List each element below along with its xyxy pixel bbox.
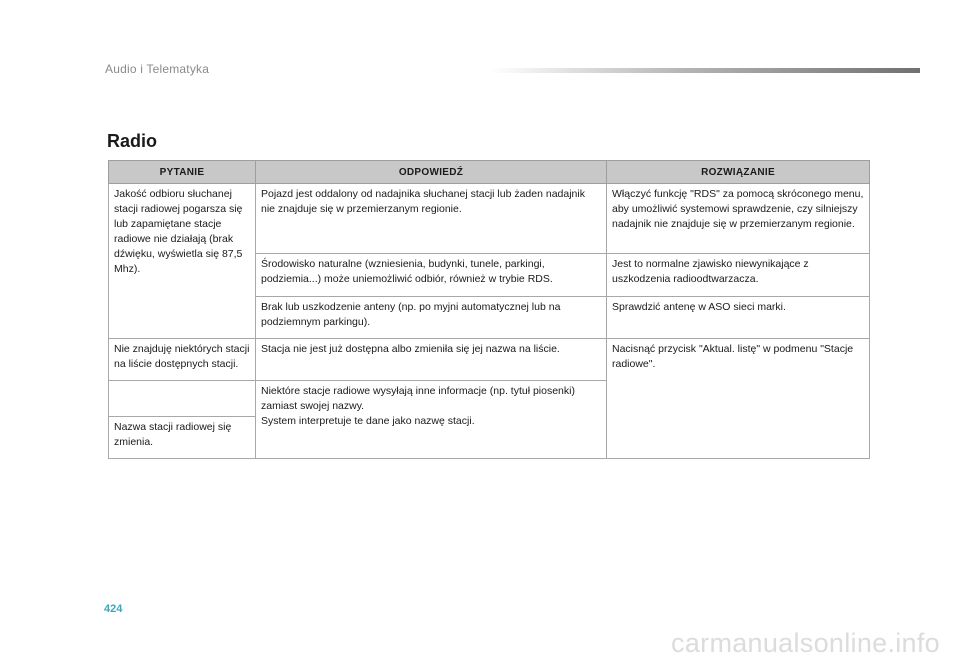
watermark: carmanualsonline.info xyxy=(671,628,940,658)
header-question: PYTANIE xyxy=(109,161,256,184)
answer-cell xyxy=(256,381,607,459)
question-cell: Nazwa stacji radiowej się zmienia. xyxy=(109,417,256,459)
section-title: Radio xyxy=(107,131,158,151)
question-cell: Nie znajduję niektórych stacji na liście dostępnych stacji. xyxy=(109,339,256,381)
header-solution: ROZWIĄZANIE xyxy=(607,161,870,184)
answer-line: System interpretuje te dane jako nazwę stacji. xyxy=(261,415,475,427)
solution-cell: Jest to normalne zjawisko niewynikające z uszkodzenia radioodtwarzacza. xyxy=(607,254,870,297)
question-cell: Jakość odbioru słuchanej stacji radiowej pogarsza się lub zapamiętane stacje radiowe nie działają (brak dźwięku, wyświetla się 87,5 Mhz). xyxy=(109,184,256,339)
answer-cell: Pojazd jest oddalony od nadajnika słuchanej stacji lub żaden nadajnik nie znajduje się w przemierzanym regionie. xyxy=(256,184,607,254)
header-answer: ODPOWIEDŹ xyxy=(256,161,607,184)
troubleshooting-table xyxy=(108,160,870,459)
solution-cell: Sprawdzić antenę w ASO sieci marki. xyxy=(607,297,870,339)
header-divider-bar xyxy=(490,68,920,73)
question-cell-empty xyxy=(109,381,256,417)
table-row xyxy=(109,184,870,254)
answer-cell: Stacja nie jest już dostępna albo zmieniła się jej nazwa na liście. xyxy=(256,339,607,381)
chapter-title: Audio i Telematyka xyxy=(105,62,210,76)
solution-cell: Nacisnąć przycisk "Aktual. listę" w podmenu "Stacje radiowe". xyxy=(607,339,870,459)
answer-cell: Środowisko naturalne (wzniesienia, budynki, tunele, parkingi, podziemia...) może uniemożliwić odbiór, również w trybie RDS. xyxy=(256,254,607,297)
answer-line: Niektóre stacje radiowe wysyłają inne informacje (np. tytuł piosenki) zamiast swojej nazwy. xyxy=(261,385,575,412)
answer-cell: Brak lub uszkodzenie anteny (np. po myjni automatycznej lub na podziemnym parkingu). xyxy=(256,297,607,339)
page-number: 424 xyxy=(104,603,123,615)
solution-cell: Włączyć funkcję "RDS" za pomocą skróconego menu, aby umożliwić systemowi sprawdzenie, czy silniejszy nadajnik nie znajduje się w przemierzanym regionie. xyxy=(607,184,870,254)
table-row xyxy=(109,339,870,381)
table-header-row xyxy=(109,161,870,184)
